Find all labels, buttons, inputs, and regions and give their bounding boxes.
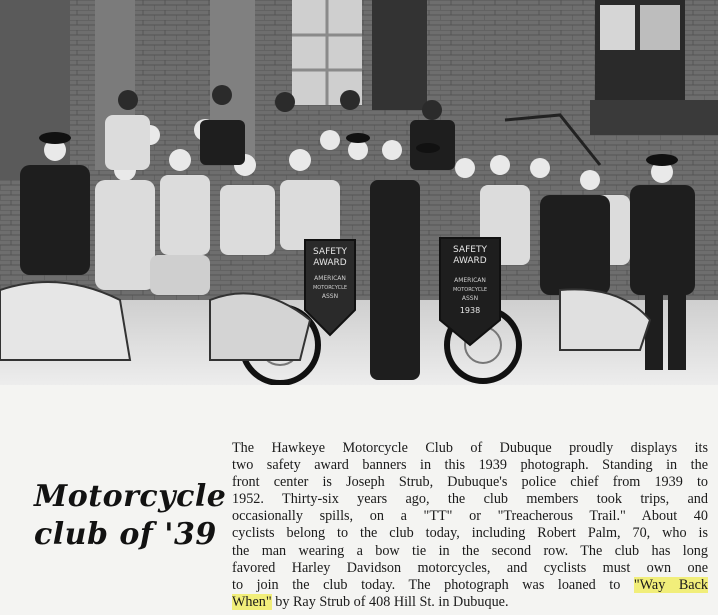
- article-line: occasionally spills, on a "TT" or "Treacherous Trail." About 40: [232, 508, 708, 525]
- banner-right-text-1: SAFETY: [453, 245, 487, 255]
- article-line-10: [232, 594, 708, 611]
- article-body: [232, 440, 708, 611]
- highlighted-text: "Way Back: [633, 576, 708, 593]
- banner-left-text-5: ASSN: [321, 293, 339, 300]
- banner-right-text-3: AMERICAN: [454, 277, 486, 284]
- banner-right-text-4: MOTORCYCLE: [452, 287, 488, 293]
- article-tail: by Ray Strub of 408 Hill St. in Dubuque.: [271, 593, 509, 610]
- headline-line-2: club of '39: [34, 517, 217, 552]
- banner-left-text-2: AWARD: [313, 258, 347, 268]
- article-line: front center is Joseph Strub, Dubuque's police chief from 1939 to: [232, 474, 708, 491]
- highlighted-text: When": [232, 593, 272, 610]
- banner-left-text-1: SAFETY: [313, 247, 347, 257]
- article-line: cyclists belong to the club today, including Robert Palm, 70, who is: [232, 525, 708, 542]
- article-line-9: [232, 577, 708, 594]
- banner-left-text-4: MOTORCYCLE: [312, 285, 348, 291]
- banner-right-text-6: 1938: [459, 306, 481, 315]
- article-line: the man wearing a bow tie in the second row. The club has long: [232, 542, 708, 559]
- headline: [34, 478, 229, 554]
- article-line-9-text: to join the club today. The photograph was loaned to: [232, 576, 621, 593]
- article-line: favored Harley Davidson motorcycles, and cyclists must own one: [232, 559, 708, 576]
- banner-right-text-2: AWARD: [453, 256, 487, 266]
- headline-line-1: Motorcycle: [34, 479, 227, 514]
- article-line: two safety award banners in this 1939 photograph. Standing in the: [232, 457, 708, 474]
- banner-right-text-5: ASSN: [461, 295, 479, 302]
- banner-left-text-3: AMERICAN: [314, 275, 346, 282]
- article-line: The Hawkeye Motorcycle Club of Dubuque proudly displays its: [232, 440, 708, 456]
- article-line: 1952. Thirty-six years ago, the club members took trips, and: [232, 491, 708, 508]
